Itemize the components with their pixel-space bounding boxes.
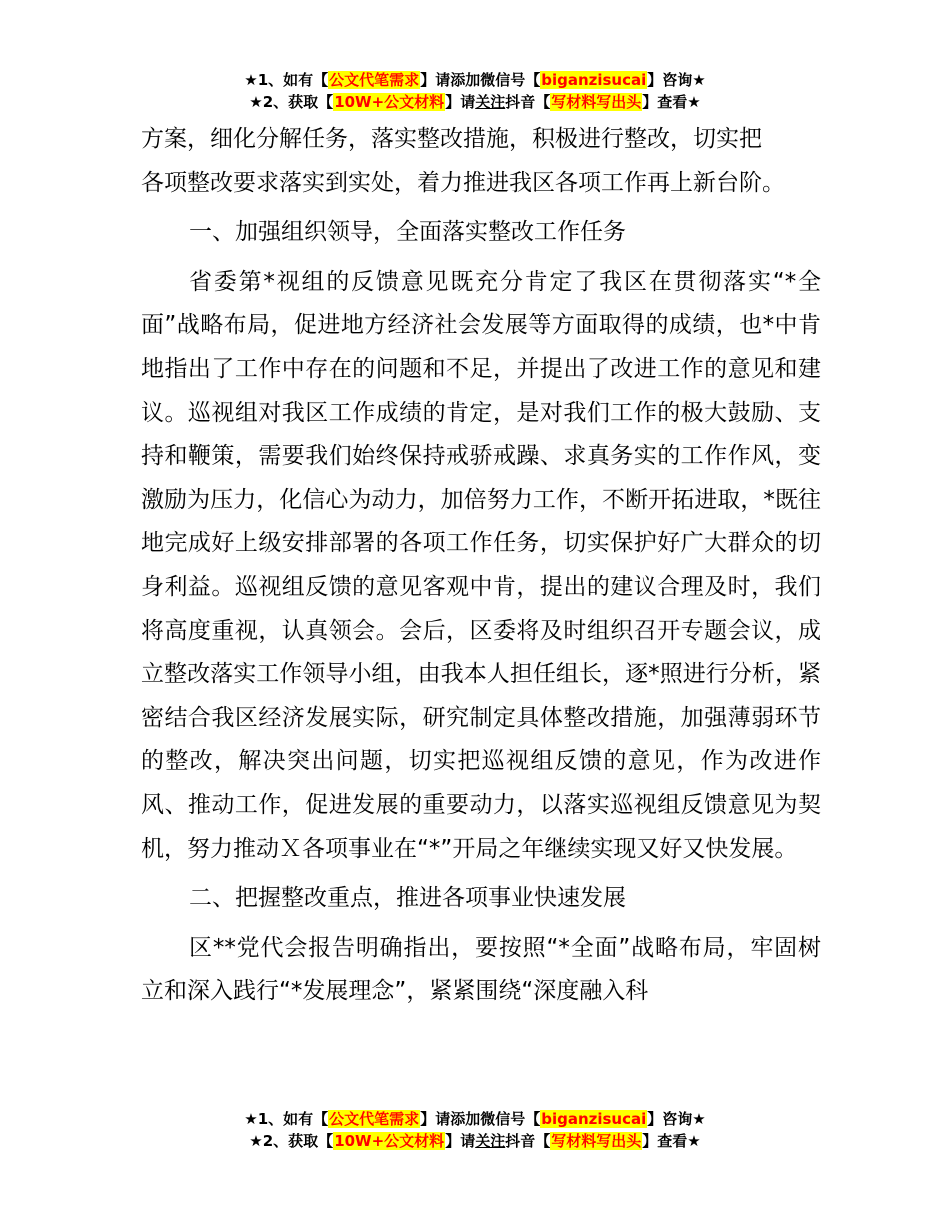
- highlight-materials: 10W+公文材料: [334, 93, 445, 111]
- highlight-wechat-id: biganzisucai: [541, 1110, 647, 1128]
- banner-text: ★2、获取【: [249, 93, 334, 111]
- intro-line-2: 各项整改要求落实到实处，着力推进我区各项工作再上新台阶。: [141, 169, 785, 196]
- banner-text: 】请添加微信号【: [420, 1110, 541, 1128]
- follow-underlined: 关注: [475, 1132, 506, 1150]
- highlight-ghostwriting: 公文代笔需求: [329, 71, 420, 89]
- document-body: [141, 118, 821, 1014]
- banner-line-2: [0, 1130, 950, 1152]
- intro-line-1: 方案，细化分解任务，落实整改措施，积极进行整改，切实把: [141, 126, 762, 152]
- follow-underlined: 关注: [475, 93, 506, 111]
- paragraph-1: 省委第*视组的反馈意见既充分肯定了我区在贯彻落实“*全面”战略布局，促进地方经济社会发展等方面取得的成绩，也*中肯地指出了工作中存在的问题和不足，并提出了改进工作的意见和建议。巡视组对我区工作成绩的肯定，是对我们工作的极大鼓励、支持和鞭策，需要我们始终保持戒骄戒躁、求真务实的工作作风，变激励为压力，化信心为动力，加倍努力工作，不断开拓进取，*既往地完成好上级安排部署的各项工作任务，切实保护好广大群众的切身利益。巡视组反馈的意见客观中肯，提出的建议合理及时，我们将高度重视，认真领会。会后，区委将及时组织召开专题会议，成立整改落实工作领导小组，由我本人担任组长，逐*照进行分析，紧密结合我区经济发展实际，研究制定具体整改措施，加强薄弱环节的整改，解决突出问题，切实把巡视组反馈的意见，作为改进作风、推动工作，促进发展的重要动力，以落实巡视组反馈意见为契机，努力推动Ｘ各项事业在“*”开局之年继续实现又好又快发展。: [141, 268, 821, 862]
- paragraph-2: 区**党代会报告明确指出，要按照“*全面”战略布局，牢固树立和深入践行“*发展理念”，紧紧围绕“深度融入科: [141, 934, 821, 1005]
- highlight-douyin-account: 写材料写出头: [551, 93, 642, 111]
- banner-text: 】请: [445, 1132, 476, 1150]
- banner-text: 抖音【: [505, 1132, 551, 1150]
- banner-text: ★1、如有【: [244, 1110, 329, 1128]
- banner-text: 】请添加微信号【: [420, 71, 541, 89]
- banner-line-1: [0, 1108, 950, 1130]
- highlight-wechat-id: biganzisucai: [541, 71, 647, 89]
- banner-text: 抖音【: [505, 93, 551, 111]
- banner-line-1: [0, 69, 950, 91]
- highlight-douyin-account: 写材料写出头: [551, 1132, 642, 1150]
- header-banner: [0, 69, 950, 113]
- highlight-materials: 10W+公文材料: [334, 1132, 445, 1150]
- banner-text: ★2、获取【: [249, 1132, 334, 1150]
- section-heading-1: 一、加强组织领导，全面落实整改工作任务: [189, 219, 626, 246]
- banner-text: 】请: [445, 93, 476, 111]
- banner-text: 】查看★: [642, 93, 701, 111]
- banner-line-2: [0, 91, 950, 113]
- highlight-ghostwriting: 公文代笔需求: [329, 1110, 420, 1128]
- banner-text: 】查看★: [642, 1132, 701, 1150]
- section-heading-2: 二、把握整改重点，推进各项事业快速发展: [189, 885, 626, 912]
- banner-text: 】咨询★: [647, 71, 706, 89]
- banner-text: ★1、如有【: [244, 71, 329, 89]
- banner-text: 】咨询★: [647, 1110, 706, 1128]
- footer-banner: [0, 1108, 950, 1152]
